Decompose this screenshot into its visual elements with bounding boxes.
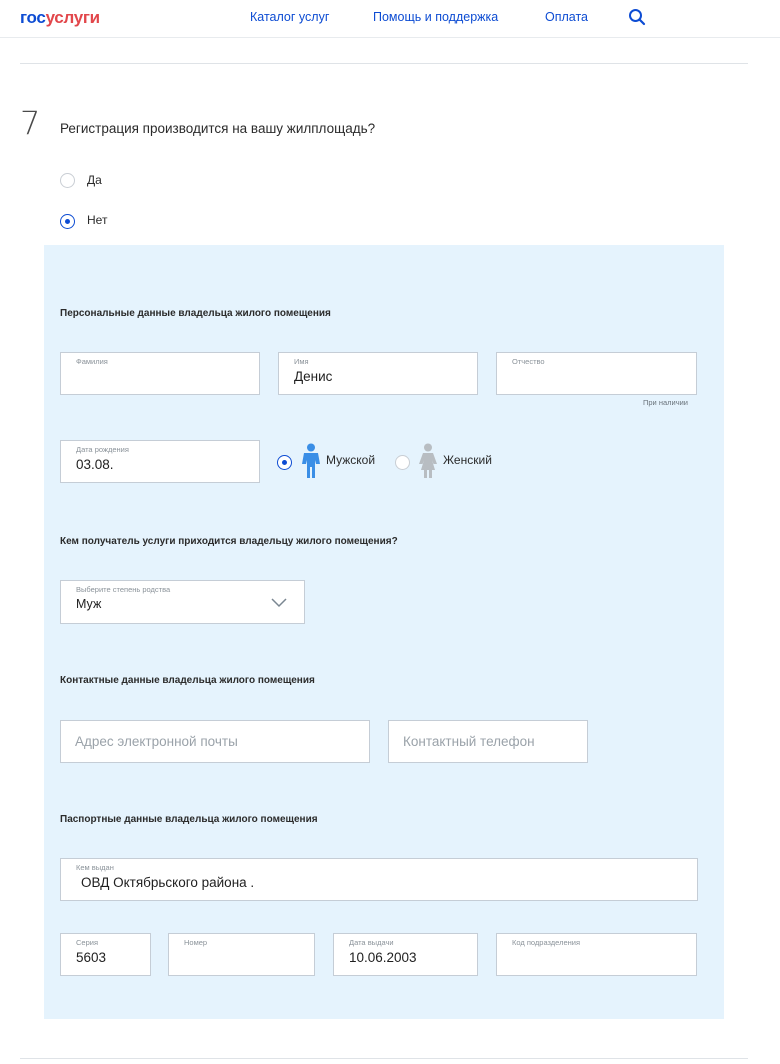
issue-date-value: 10.06.2003 [349,950,417,965]
relation-label: Выберите степень родства [76,585,171,594]
radio-no-label[interactable]: Нет [87,213,108,227]
lastname-field[interactable] [60,352,260,395]
gosuslugi-logo[interactable] [20,8,100,28]
issue-date-label: Дата выдачи [349,938,394,947]
division-code-label: Код подразделения [512,938,581,947]
female-person-icon [417,443,439,479]
radio-yes[interactable] [60,173,75,188]
series-value: 5603 [76,950,107,965]
birthdate-field[interactable] [60,440,260,483]
birthdate-value: 03.08. [76,457,114,472]
bottom-divider [20,1058,748,1059]
nav-help-link[interactable]: Помощь и поддержка [373,10,499,24]
issued-by-label: Кем выдан [76,863,114,872]
gender-male-radio[interactable] [277,455,292,470]
issue-date-field[interactable] [333,933,478,976]
question-number: 7 [20,104,41,142]
site-header [0,0,780,38]
series-label: Серия [76,938,99,947]
phone-field[interactable] [388,720,588,763]
firstname-field[interactable] [278,352,478,395]
patronymic-field[interactable] [496,352,697,395]
nav-payment-link[interactable]: Оплата [545,10,588,24]
personal-data-title: Персональные данные владельца жилого помещения [60,308,331,319]
nav-catalog-link[interactable]: Каталог услуг [250,10,330,24]
relation-title: Кем получатель услуги приходится владельцу жилого помещения? [60,536,398,547]
issued-by-value: ОВД Октябрьского района . [81,875,255,890]
firstname-value: Денис [294,369,333,384]
firstname-label: Имя [294,357,309,366]
search-icon[interactable] [628,8,646,26]
top-divider [20,63,748,64]
patronymic-hint: При наличии [643,398,688,407]
contact-title: Контактные данные владельца жилого помещения [60,675,315,686]
question-text: Регистрация производится на вашу жилплощадь? [60,121,376,136]
radio-no[interactable] [60,214,75,229]
birthdate-label: Дата рождения [76,445,129,454]
chevron-down-icon[interactable] [270,596,288,608]
number-label: Номер [184,938,208,947]
logo-part-gos: гос [20,8,46,27]
lastname-label: Фамилия [76,357,108,366]
gender-female-radio[interactable] [395,455,410,470]
division-code-field[interactable] [496,933,697,976]
gender-female-label[interactable]: Женский [443,453,492,467]
phone-placeholder: Контактный телефон [403,734,535,749]
radio-yes-label[interactable]: Да [87,173,102,187]
passport-number-field[interactable] [168,933,315,976]
relation-select[interactable] [60,580,305,624]
logo-part-uslugi: услуги [45,8,100,27]
email-placeholder: Адрес электронной почты [75,734,238,749]
male-person-icon [300,443,322,479]
email-field[interactable] [60,720,370,763]
issued-by-field[interactable] [60,858,698,901]
patronymic-label: Отчество [512,357,545,366]
passport-series-field[interactable] [60,933,151,976]
passport-title: Паспортные данные владельца жилого помещения [60,814,318,825]
gender-male-label[interactable]: Мужской [326,453,376,467]
relation-value: Муж [76,597,102,611]
